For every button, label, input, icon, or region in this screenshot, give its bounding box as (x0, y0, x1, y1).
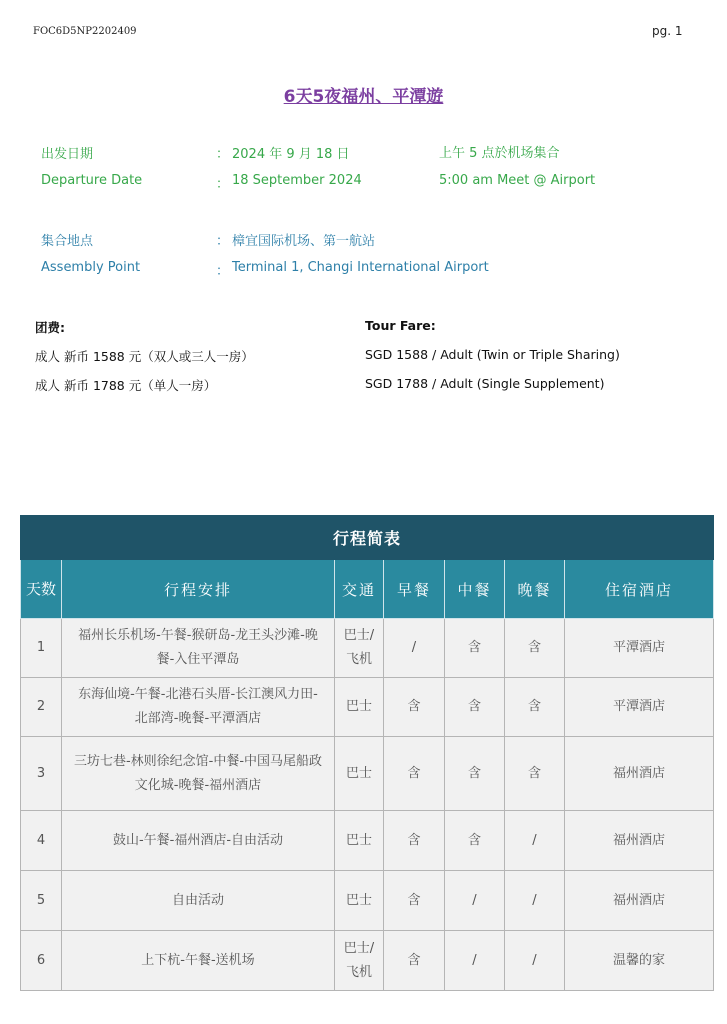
transport-cell: 巴士/飞机 (335, 931, 384, 991)
header-day: 天数 (21, 560, 62, 619)
fare-single-en: SGD 1788 / Adult (Single Supplement) (365, 376, 605, 391)
route-cell: 自由活动 (62, 871, 335, 931)
departure-date-en: 18 September 2024 (232, 173, 362, 188)
dinner-cell: 含 (505, 619, 565, 678)
hotel-cell: 福州酒店 (565, 811, 714, 871)
transport-cell: 巴士 (335, 871, 384, 931)
page-title: 6天5夜福州、平潭遊 (283, 87, 444, 107)
route-cell: 福州长乐机场-午餐-猴研岛-龙王头沙滩-晚餐-入住平潭岛 (62, 619, 335, 678)
page-number: pg. 1 (652, 24, 683, 38)
assembly-label-cn: 集合地点 (41, 234, 94, 249)
route-cell: 上下杭-午餐-送机场 (62, 931, 335, 991)
dinner-cell: 含 (505, 737, 565, 811)
dinner-cell: / (505, 871, 565, 931)
document-code: FOC6D5NP2202409 (33, 26, 137, 37)
dinner-cell: / (505, 931, 565, 991)
table-row (21, 619, 714, 678)
header-hotel: 住宿酒店 (565, 560, 714, 619)
day-cell: 5 (21, 871, 62, 931)
transport-cell: 巴士/飞机 (335, 619, 384, 678)
lunch-cell: / (445, 871, 505, 931)
fare-heading-en: Tour Fare: (365, 318, 436, 333)
route-cell: 东海仙境-午餐-北港石头厝-长江澳风力田-北部湾-晚餐-平潭酒店 (62, 678, 335, 737)
departure-date-cn: 2024 年 9 月 18 日 (232, 147, 350, 162)
departure-sep-en: ： (216, 177, 230, 192)
day-cell: 3 (21, 737, 62, 811)
header-transport: 交通 (335, 560, 384, 619)
transport-cell: 巴士 (335, 737, 384, 811)
route-cell: 三坊七巷-林则徐纪念馆-中餐-中国马尾船政文化城-晚餐-福州酒店 (62, 737, 335, 811)
fare-single-cn: 成人 新币 1788 元（单人一房） (35, 378, 217, 393)
day-cell: 1 (21, 619, 62, 678)
departure-label-en: Departure Date (41, 173, 143, 188)
departure-sep-cn: ： (216, 147, 230, 162)
header-breakfast: 早餐 (384, 560, 445, 619)
lunch-cell: / (445, 931, 505, 991)
fare-twin-en: SGD 1588 / Adult (Twin or Triple Sharing) (365, 347, 620, 362)
breakfast-cell: 含 (384, 678, 445, 737)
hotel-cell: 福州酒店 (565, 737, 714, 811)
table-row (21, 678, 714, 737)
table-row (21, 811, 714, 871)
breakfast-cell: 含 (384, 931, 445, 991)
meet-time-en: 5:00 am Meet @ Airport (439, 173, 596, 188)
day-cell: 6 (21, 931, 62, 991)
day-cell: 4 (21, 811, 62, 871)
fare-twin-cn: 成人 新币 1588 元（双人或三人一房） (35, 349, 254, 364)
assembly-sep-en: ： (216, 264, 230, 279)
table-row (21, 931, 714, 991)
hotel-cell: 平潭酒店 (565, 619, 714, 678)
table-row (21, 871, 714, 931)
breakfast-cell: 含 (384, 871, 445, 931)
transport-cell: 巴士 (335, 811, 384, 871)
lunch-cell: 含 (445, 737, 505, 811)
header-dinner: 晚餐 (505, 560, 565, 619)
assembly-sep-cn: ： (216, 234, 230, 249)
route-cell: 鼓山-午餐-福州酒店-自由活动 (62, 811, 335, 871)
hotel-cell: 平潭酒店 (565, 678, 714, 737)
transport-cell: 巴士 (335, 678, 384, 737)
dinner-cell: / (505, 811, 565, 871)
hotel-cell: 温馨的家 (565, 931, 714, 991)
header-lunch: 中餐 (445, 560, 505, 619)
dinner-cell: 含 (505, 678, 565, 737)
table-row (21, 737, 714, 811)
assembly-label-en: Assembly Point (41, 260, 141, 275)
day-cell: 2 (21, 678, 62, 737)
assembly-place-cn: 樟宜国际机场、第一航站 (232, 234, 376, 249)
itinerary-banner: 行程简表 (21, 516, 714, 560)
breakfast-cell: / (384, 619, 445, 678)
itinerary-table (20, 515, 714, 991)
breakfast-cell: 含 (384, 737, 445, 811)
lunch-cell: 含 (445, 811, 505, 871)
header-route: 行程安排 (62, 560, 335, 619)
departure-label-cn: 出发日期 (41, 147, 94, 162)
hotel-cell: 福州酒店 (565, 871, 714, 931)
meet-time-cn: 上午 5 点於机场集合 (439, 146, 560, 161)
fare-heading-cn: 团费: (35, 320, 65, 335)
lunch-cell: 含 (445, 619, 505, 678)
lunch-cell: 含 (445, 678, 505, 737)
assembly-place-en: Terminal 1, Changi International Airport (232, 260, 489, 275)
breakfast-cell: 含 (384, 811, 445, 871)
